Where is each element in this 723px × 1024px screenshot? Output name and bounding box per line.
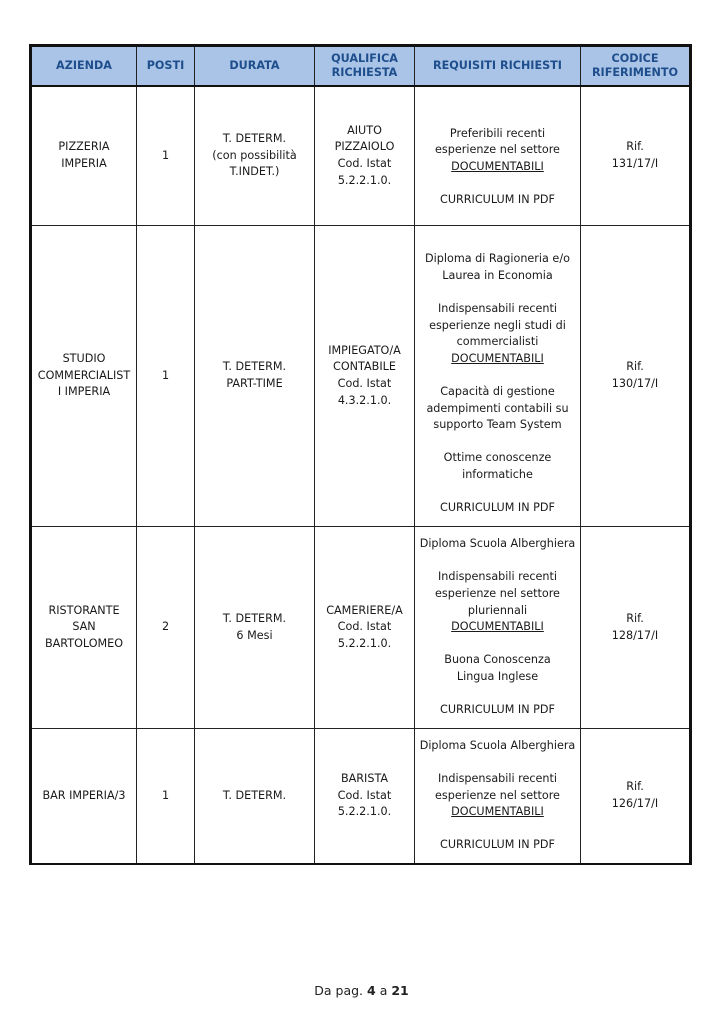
page-footer bbox=[0, 983, 723, 998]
qualifica-line: CONTABILE bbox=[333, 360, 396, 374]
requisiti-line: supporto Team System bbox=[433, 418, 562, 432]
header-qualifica-line1: QUALIFICA bbox=[331, 52, 398, 65]
cell-azienda bbox=[31, 226, 137, 527]
qualifica-line: 5.2.2.1.0. bbox=[337, 805, 392, 819]
requisiti-line: adempimenti contabili su bbox=[426, 401, 569, 415]
header-codice-line2: RIFERIMENTO bbox=[591, 66, 679, 79]
codice-line: 131/17/I bbox=[611, 157, 659, 170]
qualifica-line: Cod. Istat bbox=[337, 620, 392, 634]
requisiti-curriculum: CURRICULUM IN PDF bbox=[440, 192, 555, 206]
header-qualifica-line2: RICHIESTA bbox=[331, 66, 398, 79]
codice-line: 128/17/I bbox=[611, 628, 659, 642]
cell-posti: 1 bbox=[137, 86, 195, 226]
codice-line: 126/17/I bbox=[611, 797, 659, 810]
azienda-line: BAR IMPERIA/3 bbox=[42, 788, 126, 802]
azienda-line: STUDIO bbox=[62, 352, 106, 366]
footer-total-pages: 21 bbox=[391, 983, 409, 998]
requisiti-line: pluriennali bbox=[467, 603, 528, 617]
requisiti-line: Indispensabili recenti bbox=[437, 302, 558, 316]
azienda-line: SAN bbox=[72, 620, 96, 634]
codice-line: Rif. bbox=[626, 611, 644, 625]
requisiti-line: Capacità di gestione bbox=[440, 385, 555, 398]
header-durata: DURATA bbox=[195, 46, 315, 87]
azienda-line: IMPERIA bbox=[61, 157, 107, 170]
requisiti-line: Ottime conoscenze bbox=[443, 451, 552, 465]
qualifica-line: 5.2.2.1.0. bbox=[337, 636, 392, 650]
cell-requisiti bbox=[415, 527, 581, 729]
requisiti-line: Diploma di Ragioneria e/o bbox=[425, 252, 570, 266]
durata-line: T. DETERM. bbox=[222, 360, 287, 374]
cell-durata bbox=[195, 527, 315, 729]
requisiti-line: esperienze nel settore bbox=[435, 587, 560, 601]
requisiti-documentabili: DOCUMENTABILI bbox=[451, 159, 544, 173]
codice-line: 130/17/I bbox=[611, 377, 659, 390]
codice-line: Rif. bbox=[626, 360, 644, 374]
cell-durata bbox=[195, 226, 315, 527]
requisiti-line: Diploma Scuola Alberghiera bbox=[419, 537, 576, 551]
requisiti-line: Diploma Scuola Alberghiera bbox=[419, 738, 576, 752]
job-offers-table bbox=[29, 44, 692, 865]
durata-line: (con possibilità bbox=[212, 148, 297, 162]
azienda-line: RISTORANTE bbox=[48, 603, 120, 617]
cell-azienda bbox=[31, 86, 137, 226]
durata-line: T. DETERM. bbox=[222, 132, 287, 146]
header-posti: POSTI bbox=[137, 46, 195, 87]
azienda-line: COMMERCIALIST bbox=[37, 368, 131, 382]
azienda-line: PIZZERIA bbox=[58, 140, 110, 154]
table-header-row bbox=[31, 46, 691, 87]
requisiti-line: Lingua Inglese bbox=[456, 669, 539, 683]
requisiti-line: Laurea in Economia bbox=[442, 268, 553, 282]
cell-azienda bbox=[31, 527, 137, 729]
durata-line: T. DETERM. bbox=[222, 788, 287, 802]
durata-line: PART-TIME bbox=[226, 377, 283, 390]
cell-qualifica bbox=[315, 86, 415, 226]
requisiti-line: Preferibili recenti bbox=[449, 126, 546, 140]
requisiti-documentabili: DOCUMENTABILI bbox=[451, 351, 544, 365]
footer-current-page: 4 bbox=[367, 983, 376, 998]
qualifica-line: PIZZAIOLO bbox=[334, 140, 395, 154]
durata-line: 6 Mesi bbox=[236, 628, 273, 642]
footer-prefix: Da pag. bbox=[314, 983, 364, 998]
footer-middle: a bbox=[379, 983, 388, 998]
qualifica-line: 4.3.2.1.0. bbox=[337, 393, 392, 407]
requisiti-line: commercialisti bbox=[456, 335, 539, 349]
requisiti-curriculum: CURRICULUM IN PDF bbox=[440, 838, 555, 852]
requisiti-line: esperienze nel settore bbox=[435, 788, 560, 802]
requisiti-curriculum: CURRICULUM IN PDF bbox=[440, 703, 555, 717]
header-requisiti: REQUISITI RICHIESTI bbox=[415, 46, 581, 87]
header-azienda: AZIENDA bbox=[31, 46, 137, 87]
qualifica-line: Cod. Istat bbox=[337, 157, 392, 170]
cell-codice bbox=[581, 226, 691, 527]
header-codice bbox=[581, 46, 691, 87]
requisiti-documentabili: DOCUMENTABILI bbox=[451, 620, 544, 634]
cell-codice bbox=[581, 729, 691, 865]
cell-qualifica bbox=[315, 226, 415, 527]
cell-posti: 1 bbox=[137, 729, 195, 865]
cell-durata bbox=[195, 729, 315, 865]
requisiti-line: informatiche bbox=[462, 467, 533, 481]
qualifica-line: 5.2.2.1.0. bbox=[337, 173, 392, 187]
table-row bbox=[31, 527, 691, 729]
codice-line: Rif. bbox=[626, 140, 644, 154]
cell-durata bbox=[195, 86, 315, 226]
requisiti-line: Indispensabili recenti bbox=[437, 570, 558, 584]
cell-posti: 2 bbox=[137, 527, 195, 729]
requisiti-line: Indispensabili recenti bbox=[437, 772, 558, 786]
requisiti-line: esperienze negli studi di bbox=[429, 318, 566, 332]
requisiti-line: Buona Conoscenza bbox=[444, 653, 551, 667]
qualifica-line: CAMERIERE/A bbox=[326, 603, 403, 617]
qualifica-line: IMPIEGATO/A bbox=[328, 343, 401, 357]
table-row bbox=[31, 226, 691, 527]
requisiti-curriculum: CURRICULUM IN PDF bbox=[440, 501, 555, 515]
cell-requisiti bbox=[415, 729, 581, 865]
table-row bbox=[31, 729, 691, 865]
cell-qualifica bbox=[315, 729, 415, 865]
cell-qualifica bbox=[315, 527, 415, 729]
codice-line: Rif. bbox=[626, 780, 644, 794]
cell-requisiti bbox=[415, 226, 581, 527]
table-row bbox=[31, 86, 691, 226]
requisiti-line: esperienze nel settore bbox=[435, 143, 560, 157]
qualifica-line: AIUTO bbox=[347, 123, 382, 137]
qualifica-line: BARISTA bbox=[340, 772, 389, 786]
cell-azienda bbox=[31, 729, 137, 865]
cell-posti: 1 bbox=[137, 226, 195, 527]
qualifica-line: Cod. Istat bbox=[337, 788, 392, 802]
azienda-line: I IMPERIA bbox=[57, 385, 111, 399]
header-qualifica bbox=[315, 46, 415, 87]
durata-line: T.INDET.) bbox=[229, 165, 280, 179]
requisiti-documentabili: DOCUMENTABILI bbox=[451, 805, 544, 819]
cell-codice bbox=[581, 527, 691, 729]
qualifica-line: Cod. Istat bbox=[337, 377, 392, 390]
durata-line: T. DETERM. bbox=[222, 611, 287, 625]
header-codice-line1: CODICE bbox=[611, 52, 659, 65]
cell-codice bbox=[581, 86, 691, 226]
cell-requisiti bbox=[415, 86, 581, 226]
azienda-line: BARTOLOMEO bbox=[44, 636, 124, 650]
